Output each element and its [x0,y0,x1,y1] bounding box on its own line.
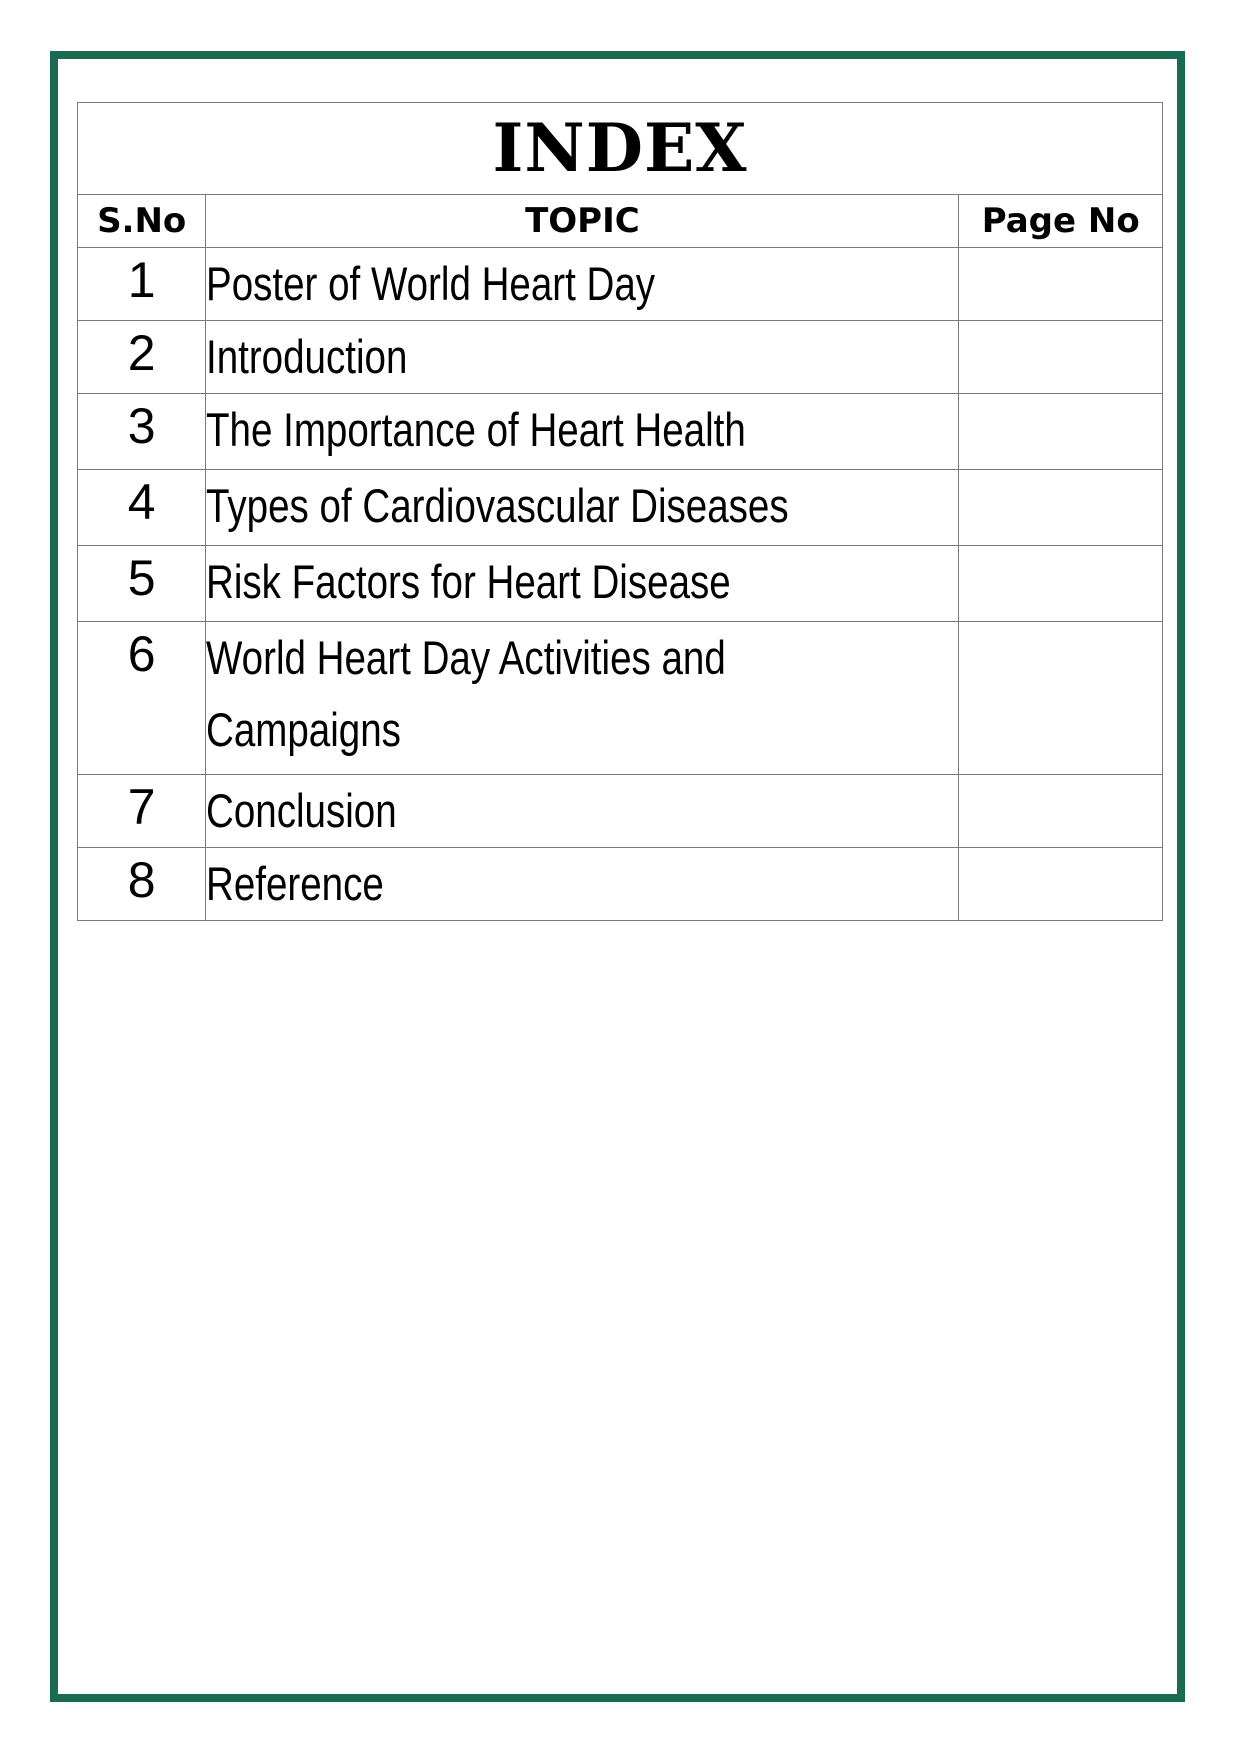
topic-text: Conclusion [206,784,398,837]
title-row [78,103,1163,195]
topic-text: Reference [206,857,385,910]
topic-text: The Importance of Heart Health [206,403,747,456]
sno-cell: 7 [78,775,206,848]
topic-text-line2: Campaigns [206,703,402,756]
table-row [78,622,1163,775]
page-no-cell [959,775,1163,848]
page-no-cell [959,622,1163,775]
sno-cell: 5 [78,546,206,622]
table-row [78,248,1163,321]
header-sno: S.No [78,195,206,248]
sno-cell: 6 [78,622,206,775]
page-no-cell [959,470,1163,546]
table-row [78,848,1163,921]
header-page-no: Page No [959,195,1163,248]
topic-text: Poster of World Heart Day [206,257,656,310]
page-no-cell [959,394,1163,470]
topic-cell [206,394,959,470]
sno-cell: 1 [78,248,206,321]
topic-cell [206,622,959,775]
table-row [78,546,1163,622]
page-no-cell [959,546,1163,622]
sno-cell: 4 [78,470,206,546]
topic-cell [206,248,959,321]
topic-cell [206,470,959,546]
page-no-cell [959,321,1163,394]
topic-text: Risk Factors for Heart Disease [206,555,732,608]
header-row [78,195,1163,248]
page-no-cell [959,848,1163,921]
table-row [78,394,1163,470]
topic-cell [206,546,959,622]
table-row [78,775,1163,848]
index-table [77,102,1163,921]
header-topic: TOPIC [206,195,959,248]
index-title: INDEX [78,103,1163,195]
table-row [78,470,1163,546]
topic-cell [206,775,959,848]
topic-text: Introduction [206,330,408,383]
sno-cell: 3 [78,394,206,470]
page-no-cell [959,248,1163,321]
sno-cell: 8 [78,848,206,921]
topic-text: World Heart Day Activities and [206,631,727,684]
topic-cell [206,848,959,921]
topic-cell [206,321,959,394]
topic-text: Types of Cardiovascular Diseases [206,479,789,532]
table-row [78,321,1163,394]
sno-cell: 2 [78,321,206,394]
